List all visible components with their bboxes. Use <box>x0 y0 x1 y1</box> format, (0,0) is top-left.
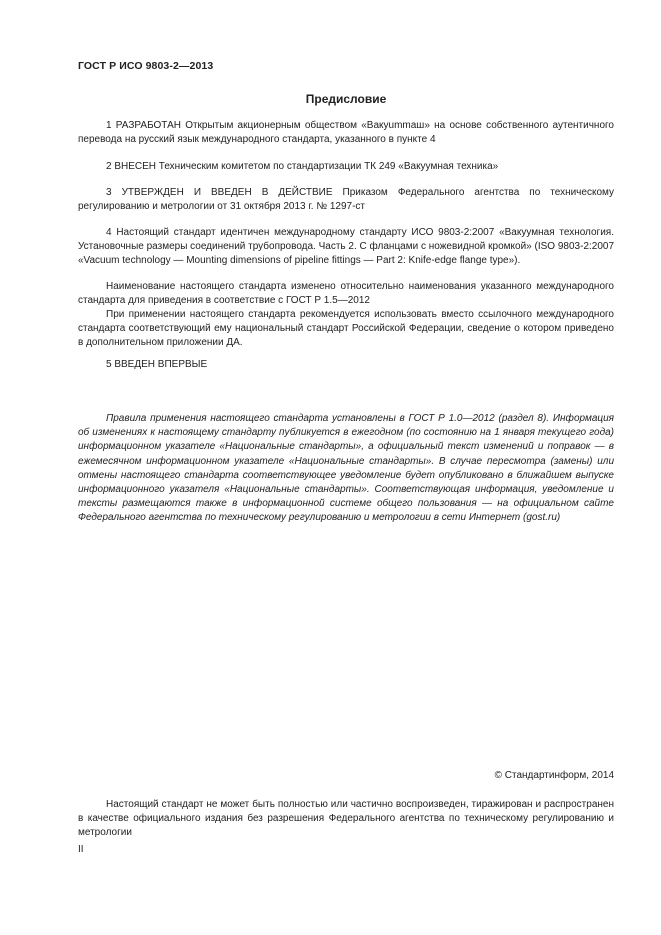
item-1-text: 1 РАЗРАБОТАН Открытым акционерным обществом «Вакуummаш» на основе собственного аутентичного перевода на русский язык международного стандарта, указанного в пункте 4 <box>78 120 614 146</box>
item-3 <box>78 186 614 214</box>
item-4 <box>78 226 614 269</box>
item-4-text: 4 Настоящий стандарт идентичен международному стандарту ИСО 9803-2:2007 «Вакуумная технология. Установочные размеры соединений трубопровода. Часть 2. С фланцами с ножевидной кромкой» (ISO 9803-2:2007 «Vacuum technology — Mounting dimensions of pipeline fittings — Part 2: Knife-edge flange type»). <box>78 227 615 267</box>
reproduction-notice-text: Настоящий стандарт не может быть полностью или частично воспроизведен, тиражирован и распространен в качестве официального издания без разрешения Федерального агентства по техническому регулированию и метрологии <box>78 799 614 839</box>
item-4-rename-text: Наименование настоящего стандарта изменено относительно наименования указанного международного стандарта для приведения в соответствие с ГОСТ Р 1.5—2012 <box>78 281 614 307</box>
item-5-text: 5 ВВЕДЕН ВПЕРВЫЕ <box>106 359 208 370</box>
reproduction-notice <box>78 798 614 841</box>
page-title: Предисловие <box>305 92 387 106</box>
item-2 <box>78 160 614 174</box>
application-notice-text: Правила применения настоящего стандарта установлены в ГОСТ Р 1.0—2012 (раздел 8). Информация об изменениях к настоящему стандарту публикуется в ежегодном (по состоянию на 1 января текущего года) информационном указателе «Национальные стандарты», а официальный текст изменений и поправок — в ежемесячном информационном указателе «Национальные стандарты». В случае пересмотра (замены) или отмены настоящего стандарта соответствующее уведомление будет опубликовано в ближайшем выпуске информационного указателя «Национальные стандарты». Соответствующая информация, уведомление и тексты размещаются также в информационной системе общего пользования — на официальном сайте Федерального агентства по техническому регулированию и метрологии в сети Интернет (gost.ru) <box>78 413 614 524</box>
item-4-reference-text: При применении настоящего стандарта рекомендуется использовать вместо ссылочного международного стандарта соответствующий ему национальный стандарт Российской Федерации, сведение о котором приведено в дополнительном приложении ДА. <box>78 309 614 349</box>
document-code-header: ГОСТ Р ИСО 9803-2—2013 <box>78 60 214 72</box>
item-2-text: 2 ВНЕСЕН Техническим комитетом по стандартизации ТК 249 «Вакуумная техника» <box>106 161 499 172</box>
page-number: II <box>78 844 84 855</box>
copyright: © Стандартинформ, 2014 <box>494 770 614 781</box>
item-5 <box>78 358 614 372</box>
application-notice <box>78 412 614 526</box>
item-1 <box>78 119 614 147</box>
item-3-text: 3 УТВЕРЖДЕН И ВВЕДЕН В ДЕЙСТВИЕ Приказом Федерального агентства по техническому регулированию и метрологии от 31 октября 2013 г. № 1297-ст <box>78 187 614 213</box>
item-4-rename-note <box>78 280 614 308</box>
item-4-reference-note <box>78 308 614 351</box>
